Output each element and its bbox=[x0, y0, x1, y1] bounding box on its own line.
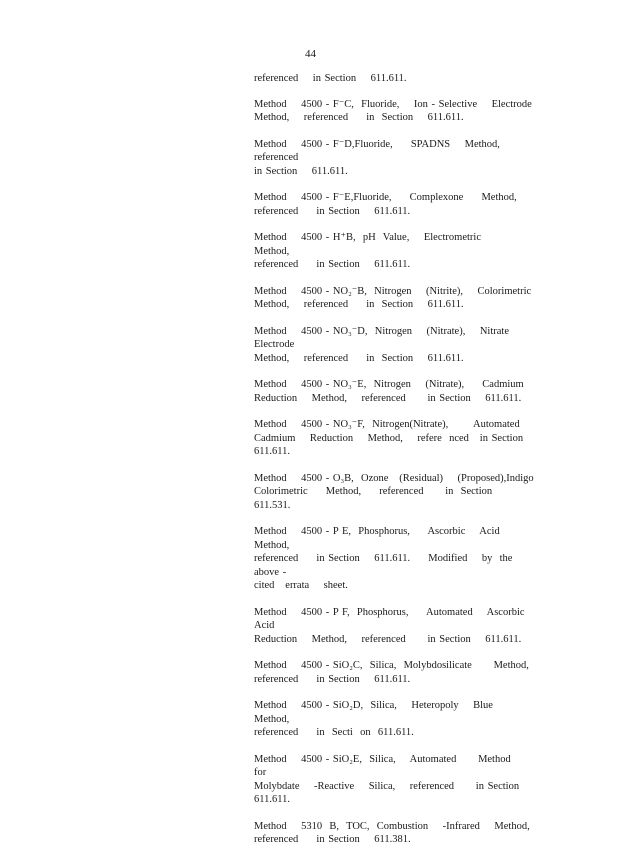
paragraph-silica-automated: Method 4500 - SiO₂E, Silica, Automated Method for Molybdate -Reactive Silica, referenced in Section 611.611. bbox=[254, 753, 520, 805]
paragraph-fluoride-spadns: Method 4500 - F⁻D,Fluoride, SPADNS Method, referenced in Section 611.611. bbox=[254, 138, 500, 177]
paragraph-toc: Method 5310 B, TOC, Combustion -Infrared Method, referenced in Section 611.381. bbox=[254, 820, 530, 845]
paragraph-nitrate-automated-cadmium: Method 4500 - NO₃⁻F, Nitrogen(Nitrate), Automated Cadmium Reduction Method, refere nced in Section 611.611. bbox=[254, 419, 524, 457]
paragraph-continuation: referenced in Section 611.611. bbox=[254, 73, 407, 84]
paragraph-nitrate-cadmium: Method 4500 - NO₃⁻E, Nitrogen (Nitrate), Cadmium Reduction Method, referenced in Section 611.611. bbox=[254, 379, 524, 404]
paragraph-nitrite: Method 4500 - NO₂⁻B, Nitrogen (Nitrite), Colorimetric Method, referenced in Section 611.611. bbox=[254, 285, 532, 310]
paragraph-silica-heteropoly: Method 4500 - SiO₂D, Silica, Heteropoly Blue Method, referenced in Secti on 611.611. bbox=[254, 700, 493, 738]
document-body bbox=[254, 72, 534, 860]
paragraph-silica-molybdosilicate: Method 4500 - SiO₂C, Silica, Molybdosilicate Method, referenced in Section 611.611. bbox=[254, 660, 529, 685]
paragraph-phosphorus-ascorbic: Method 4500 - P E, Phosphorus, Ascorbic Acid Method, referenced in Section 611.611. Modified by the above - cited errata sheet. bbox=[254, 526, 513, 591]
paragraph-fluoride-complexone: Method 4500 - F⁻E,Fluoride, Complexone Method, referenced in Section 611.611. bbox=[254, 192, 517, 217]
paragraph-phosphorus-automated: Method 4500 - P F, Phosphorus, Automated Ascorbic Acid Reduction Method, referenced in Section 611.611. bbox=[254, 606, 525, 645]
paragraph-ph-value: Method 4500 - H⁺B, pH Value, Electrometric Method, referenced in Section 611.611. bbox=[254, 232, 481, 270]
paragraph-ozone: Method 4500 - O₃B, Ozone (Residual) (Proposed),Indigo Colorimetric Method, referenced in Section 611.531. bbox=[254, 472, 534, 511]
paragraph-nitrate-electrode: Method 4500 - NO₃⁻D, Nitrogen (Nitrate), Nitrate Electrode Method, referenced in Section 611.611. bbox=[254, 325, 509, 364]
paragraph-fluoride-ion-selective: Method 4500 - F⁻C, Fluoride, Ion - Selective Electrode Method, referenced in Section 611.611. bbox=[254, 98, 532, 123]
page-number: 44 bbox=[305, 48, 316, 60]
